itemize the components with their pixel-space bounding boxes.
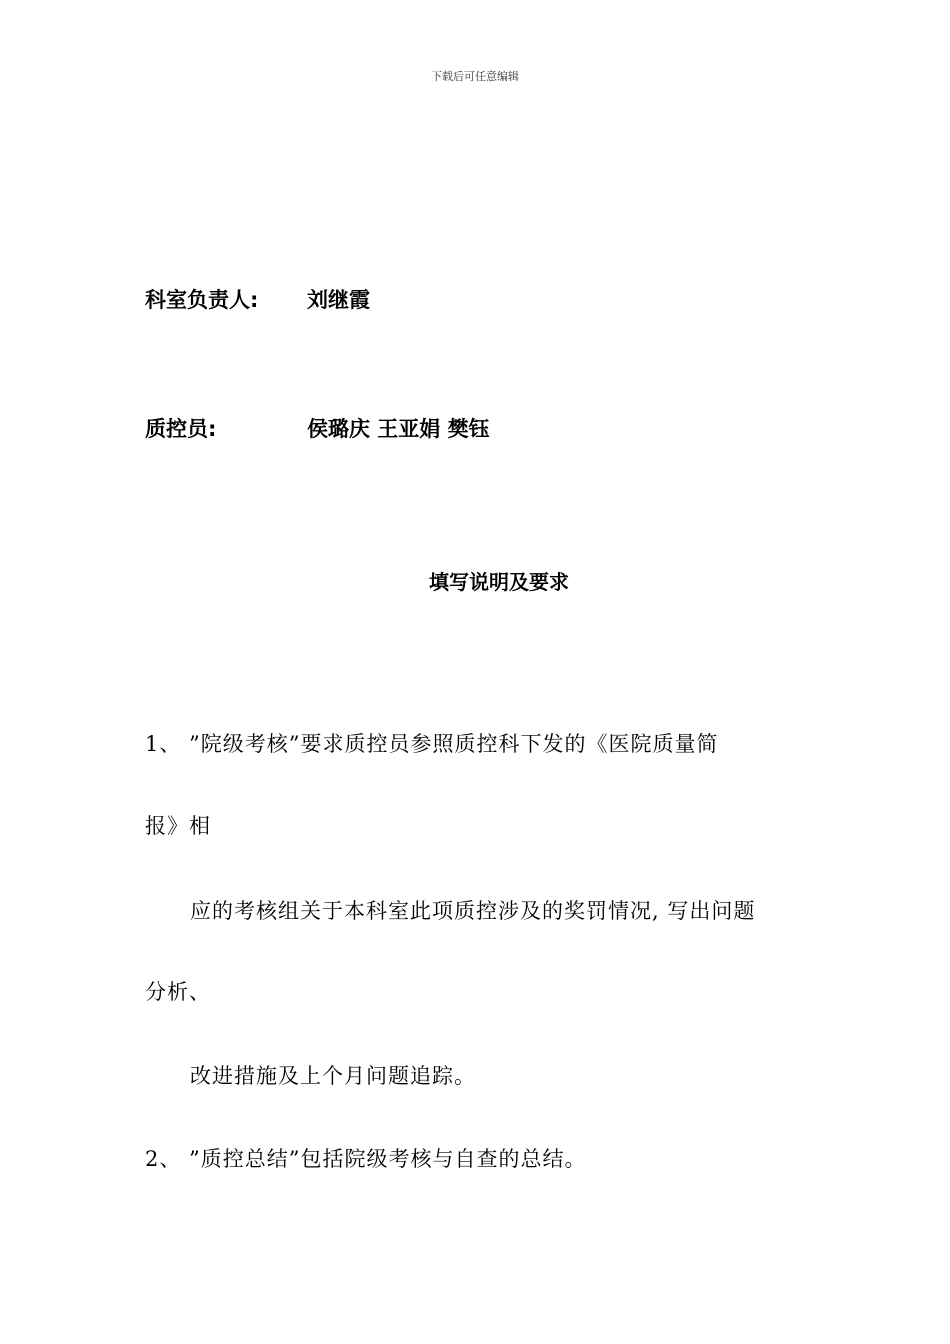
instruction-line: 2、 ”质控总结”包括院级考核与自查的总结。 [145,1147,587,1171]
instruction-line: 报》相 [145,814,211,838]
instruction-line: 分析、 [145,980,211,1004]
page-header: 下载后可任意编辑 [431,70,519,83]
department-head-row [145,284,370,314]
quality-controller-label: 质控员: [145,417,217,441]
department-head-value: 刘继霞 [307,288,370,312]
department-head-label: 科室负责人: [145,288,259,312]
quality-controller-value: 侯璐庆 王亚娟 樊钰 [307,417,490,441]
instruction-line: 改进措施及上个月问题追踪。 [190,1064,476,1088]
quality-controller-row [145,413,490,443]
section-title: 填写说明及要求 [429,570,569,594]
instruction-line: 应的考核组关于本科室此项质控涉及的奖罚情况, 写出问题 [190,899,756,923]
instruction-line: 1、 ”院级考核”要求质控员参照质控科下发的《医院质量简 [145,732,719,756]
